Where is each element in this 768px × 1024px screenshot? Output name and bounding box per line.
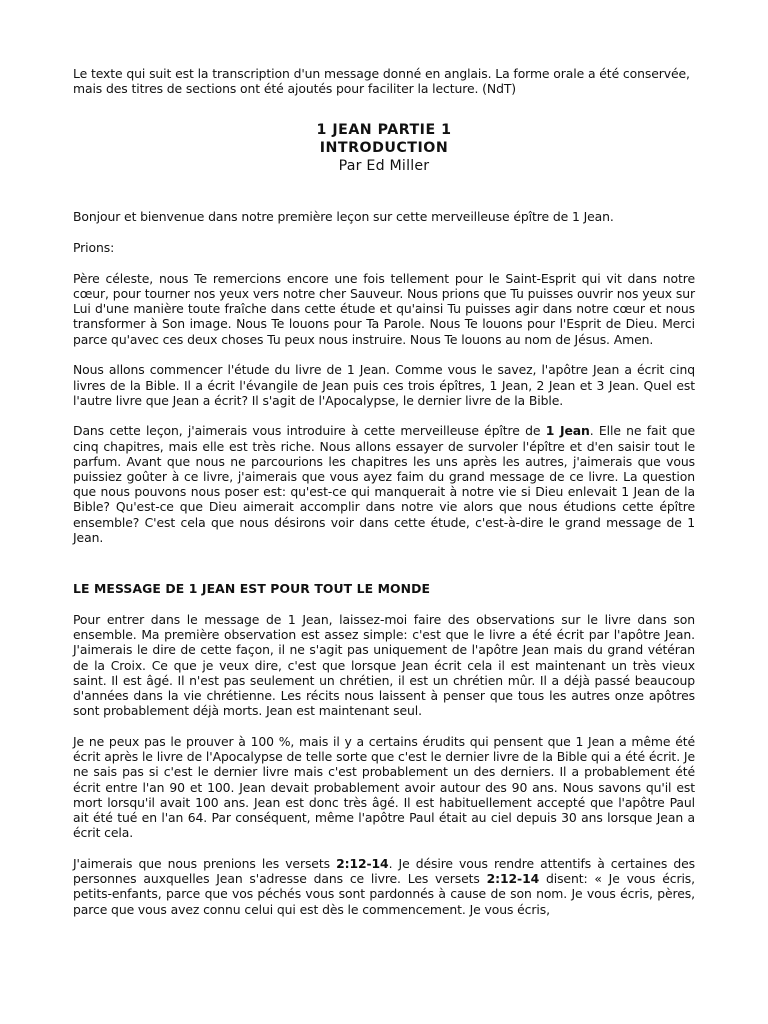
lesson-text-end: . Elle ne fait que cinq chapitres, mais elle est très riche. Nous allons essayer de survoler l'épître et d'en saisir tout le parfum. Avant que nous ne parcourions les chapitres les uns après les autres, j'aimerais que vous puissiez goûter à ce livre, j'aimerais que vous ayez faim du grand message de ce livre. La question que nous pouvons nous poser est: qu'est-ce qui manquerait à notre vie si Dieu enlevait 1 Jean de la Bible? Qu'est-ce que Dieu aimerait accomplir dans notre vie alors que nous étudions cette épître ensemble? C'est cela que nous désirons voir dans cette étude, c'est-à-dire le grand message de 1 Jean. [73,423,695,545]
document-subtitle: INTRODUCTION [319,140,449,157]
prayer-label: Prions: [73,240,115,256]
verses-paragraph [73,856,695,917]
section-heading: LE MESSAGE DE 1 JEAN EST POUR TOUT LE MONDE [73,581,431,597]
observation-paragraph: Pour entrer dans le message de 1 Jean, laissez-moi faire des observations sur le livre dans son ensemble. Ma première observation est assez simple: c'est que le livre a été écrit par l'apôtre Jean. J'aimerais le dire de cette façon, il ne s'agit pas uniquement de l'apôtre Jean mais du grand vétéran de la Croix. Ce que je veux dire, c'est que lorsque Jean écrit cela il est maintenant un très vieux saint. Il est âgé. Il n'est pas seulement un chrétien, il est un chrétien mûr. Il a déjà passé beaucoup d'années dans la vie chrétienne. Les récits nous laissent à penser que tous les autres onze apôtres sont probablement déjà morts. Jean est maintenant seul. [73,612,695,719]
dating-paragraph: Je ne peux pas le prouver à 100 %, mais il y a certains érudits qui pensent que 1 Jean a même été écrit après le livre de l'Apocalypse de telle sorte que c'est le dernier livre de la Bible qui a été écrit. Je ne sais pas si c'est le dernier livre mais c'est probablement un des derniers. Il a probablement été écrit entre l'an 90 et 100. Jean devait probablement avoir autour des 90 ans. Nous savons qu'il est mort lorsqu'il avait 100 ans. Jean est donc très âgé. Il est habituellement accepté que l'apôtre Paul ait été tué en l'an 64. Par conséquent, même l'apôtre Paul était au ciel depuis 30 ans lorsque Jean a écrit cela. [73,733,695,841]
title-block [73,121,695,175]
lesson-text-start: Dans cette leçon, j'aimerais vous introduire à cette merveilleuse épître de [73,423,546,439]
author-line: Par Ed Miller [338,158,430,175]
prayer-paragraph: Père céleste, nous Te remercions encore une fois tellement pour le Saint-Esprit qui vit dans notre cœur, pour tourner nos yeux vers notre cher Sauveur. Nous prions que Tu puisses ouvrir nos yeux sur Lui d'une manière toute fraîche dans cette étude et qu'ainsi Tu puisses agir dans notre cœur et nous transformer à Son image. Nous Te louons pour Ta Parole. Nous Te louons pour l'Esprit de Dieu. Merci parce qu'avec ces deux choses Tu peux nous instruire. Nous Te louons au nom de Jésus. Amen. [73,270,695,347]
verses-text-a: J'aimerais que nous prenions les versets [73,855,337,871]
verse-reference: 2:12-14 [486,871,540,887]
verse-reference: 2:12-14 [336,855,389,871]
study-paragraph: Nous allons commencer l'étude du livre de 1 Jean. Comme vous le savez, l'apôtre Jean a écrit cinq livres de la Bible. Il a écrit l'évangile de Jean puis ces trois épîtres, 1 Jean, 2 Jean et 3 Jean. Quel est l'autre livre que Jean a écrit? Il s'agit de l'Apocalypse, le dernier livre de la Bible. [73,362,695,408]
lesson-paragraph [73,423,695,545]
verses-text-c: disent: « Je vous écris, petits-enfants, parce que vos péchés vous sont pardonnés à cause de son nom. Je vous écris, pères, parce que vous avez connu celui qui est dès le commencement. Je vous écris, [73,871,695,917]
verses-text-b: . Je désire vous rendre attentifs à certaines des personnes auxquelles Jean s'adresse dans ce livre. Les versets [73,855,695,887]
translator-note: Le texte qui suit est la transcription d'un message donné en anglais. La forme orale a été conservée, mais des titres de sections ont été ajoutés pour faciliter la lecture. (NdT) [73,66,690,97]
greeting-paragraph: Bonjour et bienvenue dans notre première leçon sur cette merveilleuse épître de 1 Jean. [73,209,614,225]
lesson-bold-title: 1 Jean [545,423,590,439]
document-title: 1 JEAN PARTIE 1 [316,122,452,139]
